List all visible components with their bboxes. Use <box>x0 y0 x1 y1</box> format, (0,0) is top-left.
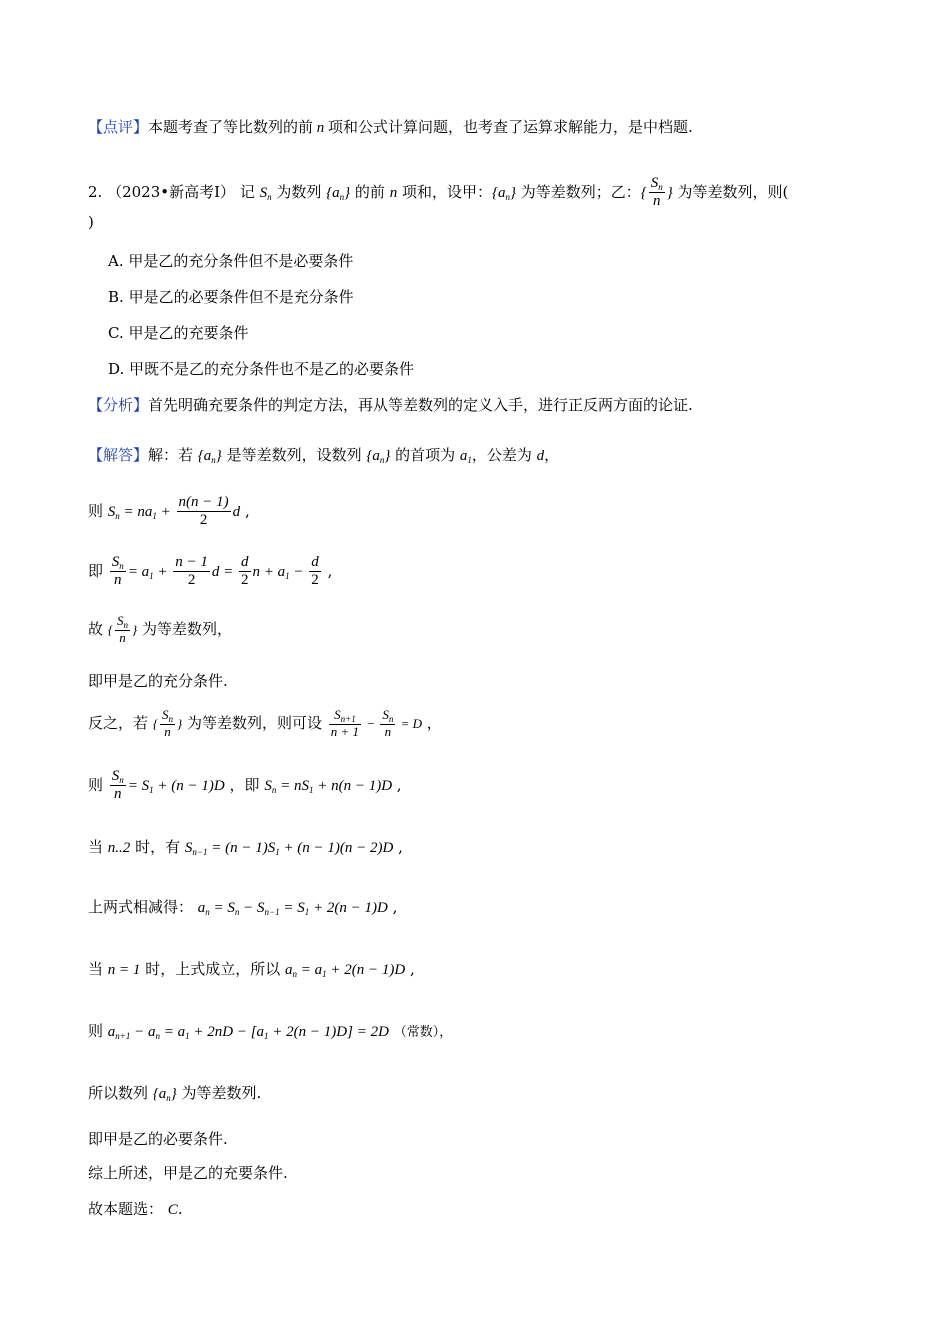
option-c-text: 甲是乙的充要条件 <box>128 324 249 342</box>
step-5-prefix: 反之，若 <box>88 714 149 733</box>
review-line <box>88 118 693 137</box>
step-10-prefix: 则 <box>88 1022 104 1040</box>
option-b[interactable] <box>108 288 354 306</box>
step-6-prefix: 则 <box>88 775 104 794</box>
solution-intro <box>88 446 559 466</box>
step-2: 即 $\frac{S_n}{n}$ = $a_1$ + $\frac{n - 1}{2}$ d = $\frac{d}{2}$ $n + a_1$ − $\frac{d}{2}$ , <box>88 554 333 589</box>
analysis-text: 首先明确充要条件的判定方法，再从等差数列的定义入手，进行正反两方面的论证. <box>148 396 693 414</box>
step-3: 故 { $\frac{S_n}{n}$ } 为等差数列， <box>88 613 232 646</box>
option-b-label: B. <box>108 288 124 306</box>
question-line-1 <box>88 175 788 211</box>
step-10: 则 $a_{n+1} - a_n = a_1 + 2nD - [a_1 + 2(n - 1)D] = 2D$ （常数）， <box>88 1022 453 1041</box>
solution-tag: 【解答】 <box>88 446 149 464</box>
step-2-prefix: 即 <box>88 561 104 580</box>
step-6: 则 $\frac{S_n}{n}$ = $S_1 + (n - 1)D$ ，即 $S_n = nS_1 + n(n - 1)D$ , <box>88 768 402 803</box>
solution-intro-text: 解：若 $\{a_n\}$ 是等差数列，设数列 $\{a_n\}$ 的首项为 $a_1$，公差为 d， <box>148 446 560 465</box>
step-10-suffix: （常数）， <box>393 1025 453 1040</box>
analysis-tag: 【分析】 <box>88 396 149 414</box>
step-8: 上两式相减得： $a_n = S_n - S_{n-1} = S_1 + 2(n - 1)D$ , <box>88 898 398 917</box>
answer-value: C <box>167 1202 178 1218</box>
step-3-suffix: 为等差数列， <box>141 620 232 639</box>
option-a-text: 甲是乙的充分条件但不是必要条件 <box>128 252 354 270</box>
step-14: 故本题选： C. <box>88 1200 183 1218</box>
step-8-prefix: 上两式相减得： <box>88 898 194 916</box>
step-7: 当 n..2 时，有 $S_{n-1} = (n - 1)S_1 + (n - 1)(n - 2)D$ , <box>88 838 403 857</box>
option-d-text: 甲既不是乙的充分条件也不是乙的必要条件 <box>129 360 415 378</box>
step-14-prefix: 故本题选： <box>88 1200 164 1218</box>
question-source: （2023•新高考Ⅰ） <box>107 182 236 201</box>
step-5-mid: 为等差数列，则可设 <box>186 714 322 733</box>
fraction-n-n-1-over-2: $\frac{n(n - 1)}{2}$ <box>178 494 229 529</box>
step-6-mid: ，即 <box>229 775 260 794</box>
option-d[interactable] <box>108 360 414 378</box>
question-stem: 记 $S_n$ 为数列 $\{a_n\}$ 的前 n 项和，设甲：$\{a_n\}$ 为等差数列；乙：{ $\frac{S_n}{n}$ } 为等差数列，则( <box>239 175 789 210</box>
option-b-text: 甲是乙的必要条件但不是充分条件 <box>128 288 354 306</box>
option-c-label: C. <box>108 324 124 342</box>
step-4: 即甲是乙的充分条件. <box>88 672 228 690</box>
review-tag: 【点评】 <box>88 118 149 136</box>
step-9-mid: 时，上式成立，所以 <box>145 960 281 978</box>
option-c[interactable] <box>108 324 249 342</box>
analysis-line <box>88 396 693 414</box>
question-number: 2. <box>88 182 103 201</box>
step-12: 即甲是乙的必要条件. <box>88 1130 228 1148</box>
question-line-2: ) <box>88 213 94 231</box>
step-13: 综上所述，甲是乙的充要条件. <box>88 1164 288 1182</box>
option-a[interactable] <box>108 252 353 270</box>
step-9-prefix: 当 <box>88 960 104 978</box>
formula-sn: $S_n = na_1$ + <box>107 503 175 521</box>
step-3-prefix: 故 <box>88 620 104 639</box>
option-d-label: D. <box>108 360 125 378</box>
step-1: 则 $S_n = na_1$ + $\frac{n(n - 1)}{2}$ d , <box>88 494 250 529</box>
step-1-prefix: 则 <box>88 501 104 520</box>
step-7-mid: 时，有 <box>135 838 181 856</box>
step-11: 所以数列 $\{a_n\}$ 为等差数列. <box>88 1084 262 1103</box>
step-9: 当 n = 1 时，上式成立，所以 $a_n = a_1 + 2(n - 1)D$ , <box>88 960 415 979</box>
step-7-prefix: 当 <box>88 838 104 856</box>
option-a-label: A. <box>108 252 124 270</box>
review-text: 本题考查了等比数列的前 n 项和公式计算问题，也考查了运算求解能力，是中档题. <box>148 118 693 136</box>
step-5: 反之，若 { $\frac{S_n}{n}$ } 为等差数列，则可设 $\frac{S_{n+1}}{n + 1}$ − $\frac{S_n}{n}$ = D ， <box>88 707 442 740</box>
